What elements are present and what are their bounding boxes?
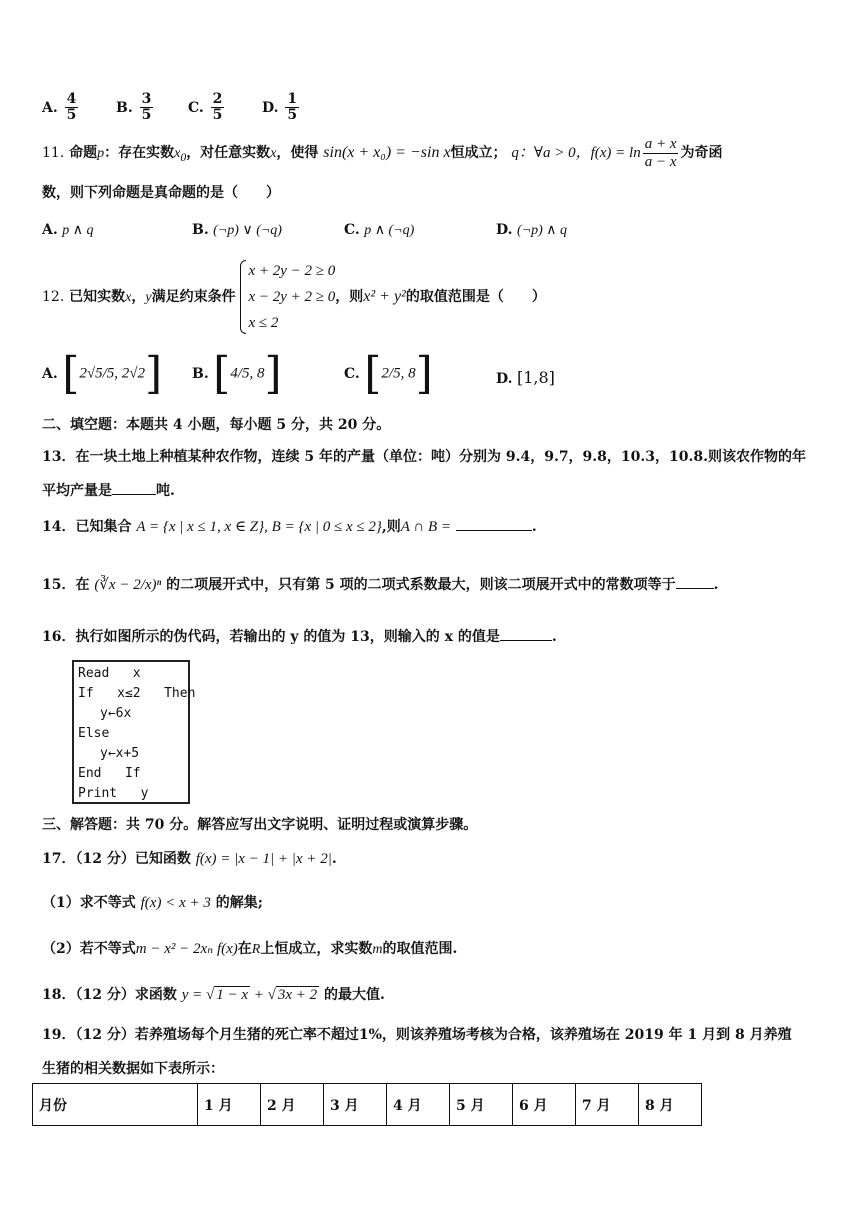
- code-line: End If: [78, 766, 141, 781]
- option-label: B.: [192, 222, 209, 238]
- q17-text: （1）求不等式: [42, 895, 136, 911]
- code-line: y←x+5: [100, 746, 140, 761]
- q18-text: 的最大值.: [324, 987, 385, 1003]
- radicand: 1 − x: [216, 987, 249, 1003]
- q12-text: 的取值范围是（ ）: [405, 289, 546, 305]
- q12-text: 满足约束条件: [151, 289, 236, 305]
- denominator: a − x: [644, 153, 677, 170]
- section-heading-fill-in: 二、填空题：本题共 4 小题，每小题 5 分，共 20 分。: [42, 417, 391, 433]
- table-header-cell: 2 月: [261, 1084, 324, 1126]
- option-expr: (¬p) ∨ (¬q): [213, 223, 282, 238]
- q16-text: .: [551, 629, 557, 645]
- option-label: B.: [116, 99, 133, 116]
- table-header-cell: 1 月: [198, 1084, 261, 1126]
- function-expr: y = √ 1 − x + √ 3x + 2: [181, 987, 318, 1003]
- inequality-expr: f(x) < x + 3: [140, 895, 211, 911]
- q15-text: 的二项展开式中，只有第 5 项的二项式系数最大，则该二项展开式中的常数项等于: [166, 577, 676, 593]
- denominator: 5: [66, 107, 77, 124]
- numerator: 4: [66, 91, 77, 107]
- function-expr: f(x) = |x − 1| + |x + 2|: [195, 851, 332, 867]
- section-heading-solutions: 三、解答题：共 70 分。解答应写出文字说明、证明过程或演算步骤。: [42, 817, 478, 833]
- q12-text: ，则: [335, 289, 364, 305]
- q11-text: 命题: [69, 145, 98, 161]
- q14-text: ,则: [381, 519, 401, 535]
- q19-line2: 生猪的相关数据如下表所示：: [42, 1061, 224, 1077]
- option-label: D.: [496, 222, 513, 238]
- q12-option-b: B. [4/5, 8]: [192, 348, 282, 399]
- intersection-expr: A ∩ B =: [400, 519, 451, 535]
- q14-line: [42, 516, 537, 536]
- table-header-cell: 8 月: [639, 1084, 702, 1126]
- table-header-cell: 月份: [33, 1084, 198, 1126]
- table-row: [33, 1084, 702, 1126]
- q17-line1: [42, 848, 337, 868]
- radicand: 3x + 2: [277, 987, 318, 1003]
- question-number: 11.: [42, 145, 65, 161]
- option-label: A.: [42, 99, 58, 116]
- code-line: If x≤2 Then: [78, 686, 196, 701]
- q18-text: 18．（12 分）求函数: [42, 987, 177, 1003]
- option-expr: 2/5, 8: [381, 365, 416, 382]
- table-header-cell: 7 月: [576, 1084, 639, 1126]
- q15-text: 15．在: [42, 577, 90, 593]
- q11-text: ，使得: [276, 145, 319, 161]
- q17-text: 在: [237, 941, 252, 957]
- option-label: B.: [192, 366, 209, 382]
- denominator: 5: [287, 107, 298, 124]
- q19-line1: 19．（12 分）若养殖场每个月生猪的死亡率不超过1%，则该养殖场考核为合格，该养殖场在 2019 年 1 月到 8 月养殖: [42, 1027, 792, 1043]
- q11-option-b: [192, 222, 282, 239]
- option-label: C.: [344, 366, 360, 382]
- option-label: C.: [188, 99, 204, 116]
- q17-part1: [42, 892, 263, 912]
- answer-blank[interactable]: [500, 640, 552, 641]
- q16-line: [42, 626, 557, 646]
- option-label: C.: [344, 222, 360, 238]
- q13-line2: [42, 480, 175, 500]
- q13-text: 平均产量是: [42, 483, 112, 499]
- q11-text: ，对任意实数: [186, 145, 271, 161]
- q11-line1: 11. 命题p：存在实数$x_0$，对任意实数x，使得 sin(x + x₀) = −sin x恒成立； q：∀a > 0，f(x) = ln $\frac{a + x}{a - x}$ 为奇函: [42, 136, 723, 170]
- q17-text: 的解集;: [215, 895, 263, 911]
- q18-line: [42, 984, 385, 1004]
- q10-option-d: [262, 92, 301, 124]
- q17-text: 的取值范围.: [382, 941, 458, 957]
- constraint: x − 2y + 2 ≥ 0: [248, 289, 336, 305]
- binomial-expr: (∛x − 2/x)ⁿ: [94, 577, 162, 593]
- q17-text: （2）若不等式: [42, 941, 136, 957]
- constraint: x ≤ 2: [248, 315, 279, 331]
- option-label: A.: [42, 222, 58, 238]
- q10-option-c: [188, 92, 226, 124]
- question-number: 12.: [42, 289, 65, 305]
- q11-line2: 数，则下列命题是真命题的是（ ）: [42, 185, 280, 201]
- fraction: [285, 92, 299, 124]
- numerator: 1: [287, 91, 298, 107]
- constraint: x + 2y − 2 ≥ 0: [248, 263, 336, 279]
- q17-text: 17．（12 分）已知函数: [42, 851, 191, 867]
- q12-expr: x² + y²: [363, 288, 406, 305]
- q11-option-a: [42, 222, 93, 239]
- q12-option-d: [496, 368, 555, 387]
- constraint-system: [240, 258, 335, 336]
- q17-text: 上恒成立，求实数: [260, 941, 373, 957]
- denominator: 5: [141, 107, 152, 124]
- q15-line: [42, 574, 719, 594]
- option-expr: (¬p) ∧ q: [516, 223, 567, 238]
- table-header-cell: 5 月: [450, 1084, 513, 1126]
- q11-option-d: [496, 222, 567, 239]
- code-line: y←6x: [100, 706, 132, 721]
- option-label: D.: [262, 99, 279, 116]
- option-expr: [1,8]: [516, 368, 555, 387]
- q10-option-b: [116, 92, 155, 124]
- answer-blank[interactable]: [676, 588, 714, 589]
- expr-part: +: [250, 987, 268, 1003]
- option-expr: p ∧ q: [62, 223, 94, 238]
- pseudocode-box: [72, 660, 196, 804]
- math-symbol: R: [251, 942, 261, 957]
- q16-text: 16．执行如图所示的伪代码，若输出的 y 的值为 13，则输入的 x 的值是: [42, 629, 500, 645]
- denominator: 5: [212, 107, 223, 124]
- q11-option-c: [344, 222, 414, 239]
- answer-blank[interactable]: [112, 494, 156, 495]
- q11-text: 恒成立；: [450, 145, 507, 161]
- q12-line: 12. 已知实数x，y满足约束条件 x + 2y − 2 ≥ 0 x − 2y + 2 ≥ 0 x ≤ 2 ，则x² + y²的取值范围是（ ）: [42, 258, 546, 336]
- math-symbol: m: [372, 942, 383, 957]
- q13-text: 吨.: [156, 483, 175, 499]
- q10-option-a: [42, 92, 80, 124]
- q17-text: .: [331, 851, 337, 867]
- q15-text: .: [713, 577, 719, 593]
- numerator: a + x: [644, 136, 677, 152]
- code-line: Else: [78, 726, 110, 741]
- q11-text: ：存在实数: [104, 145, 175, 161]
- code-line: Read x: [78, 666, 141, 681]
- q12-option-a: A. [2√5/5, 2√2]: [42, 348, 163, 399]
- option-expr: 4/5, 8: [230, 365, 265, 382]
- inequality-expr: m − x² − 2xₙ f(x): [135, 941, 238, 957]
- option-expr: 2√5/5, 2√2: [79, 365, 146, 382]
- set-a: A = {x | x ≤ 1, x ∈ Z}: [136, 519, 265, 535]
- q14-text: 14．已知集合: [42, 519, 132, 535]
- q12-text: 已知实数: [69, 289, 126, 305]
- q11-equation: sin(x + x₀) = −sin x: [323, 144, 451, 161]
- option-label: D.: [496, 371, 513, 387]
- q11-q-statement: q：∀a > 0，f(x) = ln: [511, 145, 641, 161]
- table-header-cell: 3 月: [324, 1084, 387, 1126]
- table-header-cell: 6 月: [513, 1084, 576, 1126]
- q17-part2: [42, 938, 457, 958]
- fraction: [643, 136, 679, 170]
- data-table: [32, 1083, 702, 1126]
- numerator: 2: [212, 91, 223, 107]
- q11-text: 为奇函: [680, 145, 723, 161]
- answer-blank[interactable]: [456, 530, 532, 531]
- expr-part: y =: [181, 987, 206, 1003]
- fraction: [211, 92, 225, 124]
- table-header-cell: 4 月: [387, 1084, 450, 1126]
- fraction: [140, 92, 154, 124]
- q14-text: .: [531, 519, 537, 535]
- q12-option-c: C. [2/5, 8]: [344, 348, 433, 399]
- numerator: 3: [141, 91, 152, 107]
- option-label: A.: [42, 366, 58, 382]
- set-b: , B = {x | 0 ≤ x ≤ 2}: [264, 519, 382, 535]
- option-expr: p ∧ (¬q): [364, 223, 415, 238]
- q13-line1: 13．在一块土地上种植某种农作物，连续 5 年的产量（单位：吨）分别为 9.4，9.7，9.8，10.3，10.8.则该农作物的年: [42, 449, 806, 465]
- code-line: Print y: [78, 786, 149, 801]
- fraction: [65, 92, 79, 124]
